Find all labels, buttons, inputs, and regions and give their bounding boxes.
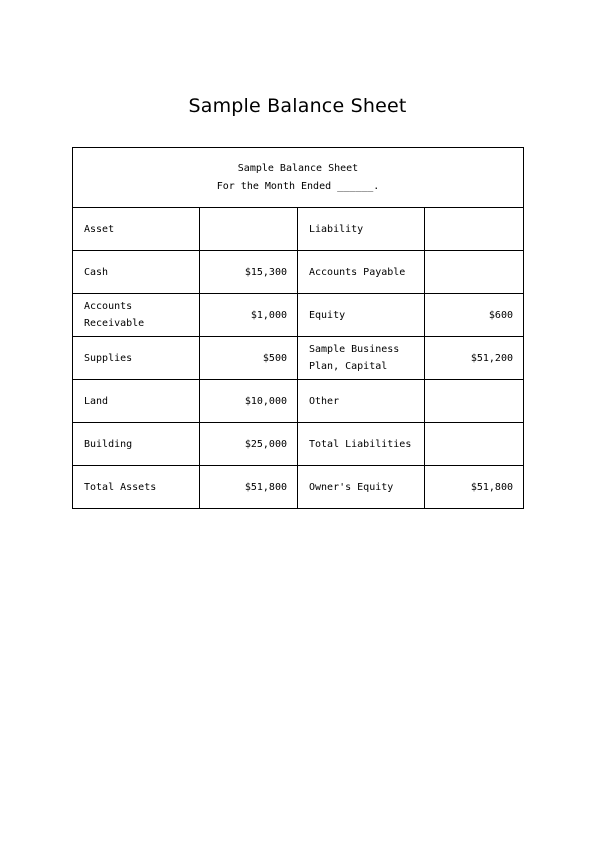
table-row <box>73 208 524 251</box>
table-row <box>73 294 524 337</box>
table-row <box>73 380 524 423</box>
table-row <box>73 337 524 380</box>
sheet-period: For the Month Ended ______. <box>216 180 380 192</box>
liability-label: Other <box>298 380 425 423</box>
asset-label: Land <box>73 380 200 423</box>
liability-label: Owner's Equity <box>298 466 425 509</box>
asset-label: Supplies <box>73 337 200 380</box>
asset-value: $1,000 <box>200 294 298 337</box>
asset-label: Total Assets <box>73 466 200 509</box>
asset-label: Accounts Receivable <box>73 294 200 337</box>
liability-value: $51,800 <box>425 466 524 509</box>
liability-label: Equity <box>298 294 425 337</box>
table-header-row <box>73 148 524 208</box>
table-row <box>73 466 524 509</box>
asset-value: $51,800 <box>200 466 298 509</box>
asset-value: $10,000 <box>200 380 298 423</box>
liability-value <box>425 251 524 294</box>
table-row <box>73 251 524 294</box>
asset-label: Building <box>73 423 200 466</box>
table-row <box>73 423 524 466</box>
asset-value: $25,000 <box>200 423 298 466</box>
liability-label: Liability <box>298 208 425 251</box>
asset-label: Asset <box>73 208 200 251</box>
liability-value: $51,200 <box>425 337 524 380</box>
sheet-title: Sample Balance Sheet <box>237 162 359 174</box>
liability-value <box>425 380 524 423</box>
page-title: Sample Balance Sheet <box>188 95 407 117</box>
asset-value: $15,300 <box>200 251 298 294</box>
liability-label: Accounts Payable <box>298 251 425 294</box>
liability-label: Sample Business Plan, Capital <box>298 337 425 380</box>
liability-value: $600 <box>425 294 524 337</box>
asset-value <box>200 208 298 251</box>
liability-label: Total Liabilities <box>298 423 425 466</box>
asset-label: Cash <box>73 251 200 294</box>
balance-sheet-table <box>72 147 524 509</box>
table-header-cell <box>73 148 524 208</box>
liability-value <box>425 208 524 251</box>
asset-value: $500 <box>200 337 298 380</box>
liability-value <box>425 423 524 466</box>
